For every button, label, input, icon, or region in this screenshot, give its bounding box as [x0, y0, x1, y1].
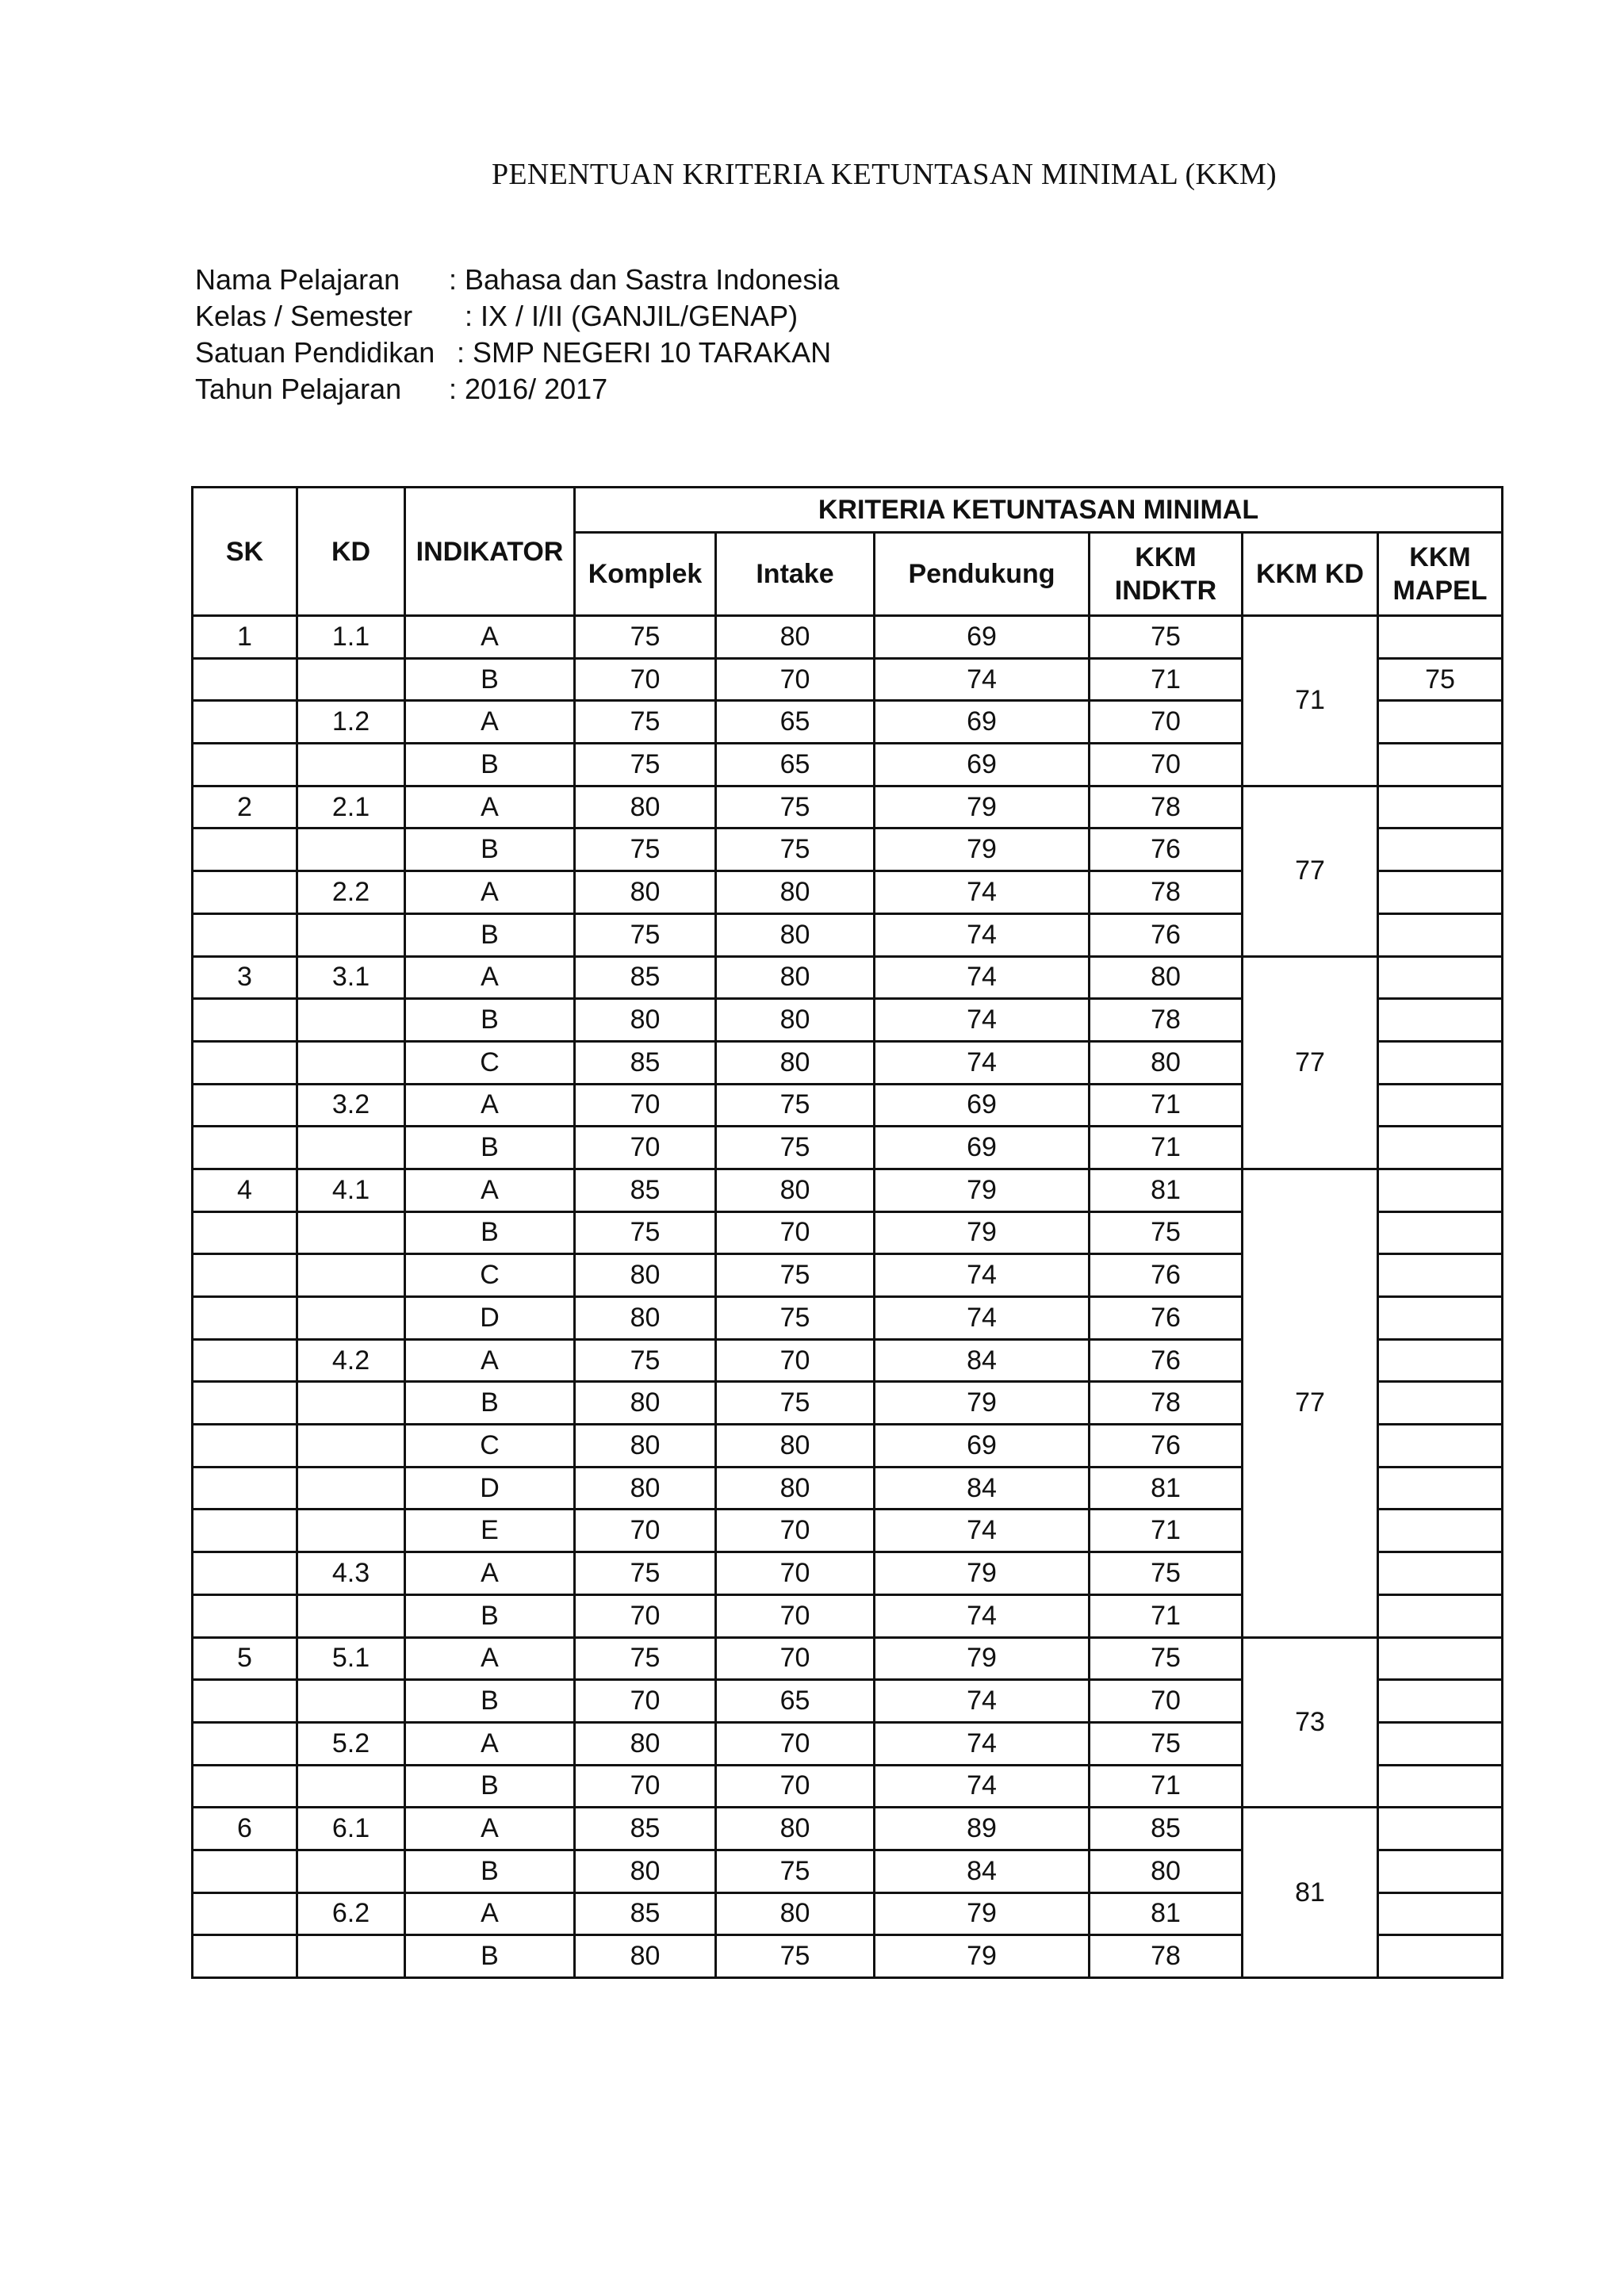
- cell-komplek: 70: [575, 658, 716, 701]
- cell-intake: 75: [716, 1297, 875, 1340]
- cell-kkm-indktr: 70: [1090, 701, 1243, 744]
- cell-kkm-indktr: 78: [1090, 786, 1243, 828]
- info-row-satuan-pendidikan: [195, 335, 839, 371]
- cell-kd: [297, 828, 405, 871]
- cell-komplek: 75: [575, 1339, 716, 1382]
- cell-pendukung: 74: [875, 1254, 1090, 1297]
- cell-sk: 2: [193, 786, 297, 828]
- cell-intake: 65: [716, 1680, 875, 1723]
- cell-pendukung: 74: [875, 956, 1090, 999]
- cell-kkm-indktr: 75: [1090, 616, 1243, 659]
- cell-intake: 75: [716, 1084, 875, 1127]
- cell-kkm-kd: 71: [1243, 616, 1378, 786]
- cell-kkm-indktr: 78: [1090, 999, 1243, 1042]
- cell-sk: [193, 871, 297, 914]
- cell-intake: 70: [716, 1722, 875, 1765]
- header-kriteria-group: KRITERIA KETUNTASAN MINIMAL: [575, 488, 1503, 533]
- cell-sk: [193, 1339, 297, 1382]
- cell-kkm-indktr: 71: [1090, 1594, 1243, 1637]
- cell-komplek: 85: [575, 956, 716, 999]
- header-row-1: [193, 488, 1503, 533]
- header-kkm-kd: KKM KD: [1243, 533, 1378, 616]
- cell-intake: 75: [716, 828, 875, 871]
- cell-kd: [297, 1850, 405, 1892]
- page-title: PENENTUAN KRITERIA KETUNTASAN MINIMAL (KKM): [491, 158, 1277, 191]
- header-indikator: INDIKATOR: [405, 488, 575, 616]
- cell-kkm-indktr: 71: [1090, 658, 1243, 701]
- cell-kkm-mapel: [1378, 1808, 1503, 1850]
- cell-kkm-mapel: [1378, 1594, 1503, 1637]
- cell-intake: 65: [716, 701, 875, 744]
- cell-kkm-mapel: [1378, 1425, 1503, 1468]
- cell-pendukung: 79: [875, 786, 1090, 828]
- cell-pendukung: 69: [875, 1127, 1090, 1169]
- table-row: [193, 1808, 1503, 1850]
- info-label: Kelas / Semester: [195, 300, 413, 332]
- cell-komplek: 80: [575, 999, 716, 1042]
- cell-intake: 75: [716, 1850, 875, 1892]
- cell-sk: [193, 1594, 297, 1637]
- cell-pendukung: 79: [875, 1892, 1090, 1935]
- cell-sk: [193, 701, 297, 744]
- cell-kkm-mapel: [1378, 786, 1503, 828]
- kkm-table-body: [193, 616, 1503, 1978]
- cell-indikator: B: [405, 1594, 575, 1637]
- cell-kkm-kd: 77: [1243, 786, 1378, 956]
- cell-kd: [297, 1765, 405, 1808]
- cell-komplek: 80: [575, 1467, 716, 1510]
- cell-intake: 75: [716, 1382, 875, 1425]
- cell-pendukung: 74: [875, 1297, 1090, 1340]
- cell-intake: 70: [716, 1765, 875, 1808]
- cell-intake: 70: [716, 1637, 875, 1680]
- cell-sk: [193, 999, 297, 1042]
- cell-pendukung: 79: [875, 828, 1090, 871]
- cell-komplek: 85: [575, 1892, 716, 1935]
- cell-kkm-indktr: 70: [1090, 744, 1243, 786]
- cell-indikator: C: [405, 1254, 575, 1297]
- cell-komplek: 70: [575, 1510, 716, 1552]
- cell-kkm-mapel: [1378, 1084, 1503, 1127]
- cell-kkm-indktr: 71: [1090, 1510, 1243, 1552]
- cell-sk: [193, 658, 297, 701]
- cell-pendukung: 69: [875, 744, 1090, 786]
- cell-kd: 6.2: [297, 1892, 405, 1935]
- info-row-kelas-semester: [195, 298, 839, 335]
- cell-komplek: 70: [575, 1594, 716, 1637]
- cell-indikator: B: [405, 1382, 575, 1425]
- cell-sk: [193, 1127, 297, 1169]
- cell-kkm-indktr: 78: [1090, 1935, 1243, 1978]
- cell-kd: [297, 1254, 405, 1297]
- cell-indikator: A: [405, 1552, 575, 1595]
- cell-kkm-mapel: [1378, 744, 1503, 786]
- cell-kkm-indktr: 75: [1090, 1552, 1243, 1595]
- cell-komplek: 75: [575, 1637, 716, 1680]
- cell-kd: [297, 744, 405, 786]
- cell-kkm-indktr: 76: [1090, 1339, 1243, 1382]
- cell-indikator: A: [405, 1339, 575, 1382]
- cell-kkm-mapel: [1378, 1637, 1503, 1680]
- cell-indikator: A: [405, 616, 575, 659]
- header-sk: SK: [193, 488, 297, 616]
- cell-indikator: B: [405, 828, 575, 871]
- cell-sk: 6: [193, 1808, 297, 1850]
- cell-intake: 75: [716, 1254, 875, 1297]
- cell-kd: 6.1: [297, 1808, 405, 1850]
- cell-kd: 2.1: [297, 786, 405, 828]
- cell-pendukung: 74: [875, 1041, 1090, 1084]
- cell-sk: 4: [193, 1169, 297, 1211]
- cell-kd: [297, 999, 405, 1042]
- cell-indikator: C: [405, 1425, 575, 1468]
- header-kkm-indktr-line2: INDKTR: [1114, 576, 1217, 606]
- cell-kkm-mapel: [1378, 616, 1503, 659]
- cell-kkm-mapel: [1378, 701, 1503, 744]
- info-value: : 2016/ 2017: [449, 373, 608, 405]
- cell-komplek: 80: [575, 1935, 716, 1978]
- header-kkm-mapel-line1: KKM: [1409, 542, 1471, 572]
- cell-kkm-kd: 77: [1243, 956, 1378, 1169]
- cell-sk: [193, 1467, 297, 1510]
- cell-kkm-mapel: [1378, 1041, 1503, 1084]
- cell-indikator: A: [405, 786, 575, 828]
- cell-komplek: 80: [575, 871, 716, 914]
- cell-pendukung: 79: [875, 1382, 1090, 1425]
- cell-sk: 3: [193, 956, 297, 999]
- cell-intake: 70: [716, 1552, 875, 1595]
- cell-kkm-indktr: 71: [1090, 1765, 1243, 1808]
- cell-indikator: B: [405, 744, 575, 786]
- cell-kd: 4.1: [297, 1169, 405, 1211]
- cell-sk: [193, 1552, 297, 1595]
- cell-sk: [193, 1765, 297, 1808]
- cell-kd: 4.2: [297, 1339, 405, 1382]
- cell-kkm-mapel: [1378, 1510, 1503, 1552]
- header-kd: KD: [297, 488, 405, 616]
- cell-intake: 70: [716, 658, 875, 701]
- cell-pendukung: 84: [875, 1467, 1090, 1510]
- cell-kd: [297, 1680, 405, 1723]
- cell-kkm-indktr: 71: [1090, 1084, 1243, 1127]
- cell-sk: [193, 1425, 297, 1468]
- cell-kd: 1.2: [297, 701, 405, 744]
- cell-kkm-indktr: 80: [1090, 956, 1243, 999]
- cell-komplek: 80: [575, 786, 716, 828]
- cell-kd: 2.2: [297, 871, 405, 914]
- table-row: [193, 786, 1503, 828]
- cell-intake: 75: [716, 786, 875, 828]
- header-kkm-mapel: [1378, 533, 1503, 616]
- cell-kkm-indktr: 80: [1090, 1041, 1243, 1084]
- cell-indikator: A: [405, 701, 575, 744]
- cell-komplek: 85: [575, 1169, 716, 1211]
- cell-kkm-indktr: 85: [1090, 1808, 1243, 1850]
- cell-pendukung: 89: [875, 1808, 1090, 1850]
- cell-sk: 1: [193, 616, 297, 659]
- cell-komplek: 80: [575, 1850, 716, 1892]
- cell-kkm-mapel: [1378, 828, 1503, 871]
- cell-kkm-mapel: [1378, 1850, 1503, 1892]
- kkm-table: [191, 486, 1503, 1979]
- cell-kd: 3.1: [297, 956, 405, 999]
- cell-kkm-kd: 73: [1243, 1637, 1378, 1808]
- cell-komplek: 75: [575, 701, 716, 744]
- cell-sk: [193, 1041, 297, 1084]
- cell-kd: 5.2: [297, 1722, 405, 1765]
- table-row: [193, 956, 1503, 999]
- cell-kkm-indktr: 81: [1090, 1169, 1243, 1211]
- header-kkm-indktr: [1090, 533, 1243, 616]
- cell-intake: 80: [716, 956, 875, 999]
- cell-indikator: A: [405, 1892, 575, 1935]
- cell-kd: 3.2: [297, 1084, 405, 1127]
- cell-sk: [193, 1722, 297, 1765]
- cell-kd: [297, 658, 405, 701]
- cell-komplek: 75: [575, 1211, 716, 1254]
- cell-intake: 80: [716, 913, 875, 956]
- cell-komplek: 70: [575, 1127, 716, 1169]
- cell-sk: [193, 828, 297, 871]
- cell-indikator: A: [405, 1169, 575, 1211]
- cell-pendukung: 74: [875, 1722, 1090, 1765]
- cell-intake: 70: [716, 1594, 875, 1637]
- cell-kkm-indktr: 75: [1090, 1637, 1243, 1680]
- cell-sk: [193, 1680, 297, 1723]
- cell-sk: [193, 1935, 297, 1978]
- cell-indikator: B: [405, 1680, 575, 1723]
- cell-kkm-indktr: 76: [1090, 1254, 1243, 1297]
- cell-kkm-mapel: [1378, 1467, 1503, 1510]
- cell-intake: 75: [716, 1935, 875, 1978]
- cell-pendukung: 74: [875, 913, 1090, 956]
- cell-kkm-indktr: 81: [1090, 1467, 1243, 1510]
- header-intake: Intake: [716, 533, 875, 616]
- header-kkm-indktr-line1: KKM: [1135, 542, 1197, 572]
- header-komplek: Komplek: [575, 533, 716, 616]
- cell-indikator: B: [405, 1127, 575, 1169]
- cell-kd: [297, 913, 405, 956]
- cell-komplek: 75: [575, 913, 716, 956]
- cell-indikator: B: [405, 999, 575, 1042]
- cell-komplek: 70: [575, 1680, 716, 1723]
- cell-pendukung: 69: [875, 616, 1090, 659]
- cell-kkm-indktr: 78: [1090, 1382, 1243, 1425]
- header-pendukung: Pendukung: [875, 533, 1090, 616]
- cell-indikator: B: [405, 658, 575, 701]
- cell-kd: [297, 1594, 405, 1637]
- cell-indikator: D: [405, 1297, 575, 1340]
- cell-intake: 65: [716, 744, 875, 786]
- cell-kkm-mapel: [1378, 1722, 1503, 1765]
- cell-indikator: B: [405, 913, 575, 956]
- info-value: : SMP NEGERI 10 TARAKAN: [449, 336, 832, 369]
- cell-kd: [297, 1297, 405, 1340]
- cell-kkm-indktr: 81: [1090, 1892, 1243, 1935]
- info-row-nama-pelajaran: [195, 262, 839, 298]
- info-label: Tahun Pelajaran: [195, 373, 402, 405]
- cell-kd: 5.1: [297, 1637, 405, 1680]
- table-row: [193, 1637, 1503, 1680]
- cell-komplek: 80: [575, 1297, 716, 1340]
- cell-komplek: 75: [575, 1552, 716, 1595]
- cell-kd: [297, 1127, 405, 1169]
- cell-kkm-mapel: [1378, 1892, 1503, 1935]
- cell-sk: [193, 1084, 297, 1127]
- cell-kkm-indktr: 70: [1090, 1680, 1243, 1723]
- cell-sk: [193, 1211, 297, 1254]
- cell-intake: 80: [716, 1892, 875, 1935]
- cell-kkm-mapel: [1378, 1254, 1503, 1297]
- cell-intake: 80: [716, 1425, 875, 1468]
- cell-komplek: 75: [575, 828, 716, 871]
- cell-indikator: A: [405, 956, 575, 999]
- cell-kkm-mapel: [1378, 1552, 1503, 1595]
- cell-kd: [297, 1425, 405, 1468]
- cell-indikator: D: [405, 1467, 575, 1510]
- cell-kkm-indktr: 71: [1090, 1127, 1243, 1169]
- info-block: [195, 262, 839, 408]
- cell-kkm-indktr: 76: [1090, 913, 1243, 956]
- cell-kkm-mapel: [1378, 1935, 1503, 1978]
- cell-sk: [193, 913, 297, 956]
- cell-komplek: 70: [575, 1084, 716, 1127]
- cell-kkm-indktr: 76: [1090, 1425, 1243, 1468]
- cell-pendukung: 79: [875, 1169, 1090, 1211]
- cell-komplek: 80: [575, 1722, 716, 1765]
- cell-sk: [193, 1382, 297, 1425]
- cell-intake: 80: [716, 999, 875, 1042]
- cell-kkm-indktr: 75: [1090, 1211, 1243, 1254]
- cell-pendukung: 84: [875, 1339, 1090, 1382]
- cell-indikator: E: [405, 1510, 575, 1552]
- cell-pendukung: 74: [875, 658, 1090, 701]
- cell-kkm-mapel: [1378, 1382, 1503, 1425]
- cell-kd: 4.3: [297, 1552, 405, 1595]
- cell-indikator: A: [405, 1084, 575, 1127]
- cell-sk: [193, 1892, 297, 1935]
- cell-komplek: 75: [575, 744, 716, 786]
- cell-indikator: A: [405, 1637, 575, 1680]
- cell-sk: 5: [193, 1637, 297, 1680]
- info-value: : Bahasa dan Sastra Indonesia: [449, 263, 840, 296]
- cell-kkm-mapel: [1378, 999, 1503, 1042]
- cell-intake: 80: [716, 871, 875, 914]
- cell-kd: [297, 1041, 405, 1084]
- cell-komplek: 80: [575, 1254, 716, 1297]
- cell-pendukung: 74: [875, 999, 1090, 1042]
- cell-kd: [297, 1935, 405, 1978]
- cell-pendukung: 74: [875, 1594, 1090, 1637]
- cell-pendukung: 74: [875, 1680, 1090, 1723]
- cell-sk: [193, 1850, 297, 1892]
- cell-intake: 80: [716, 1041, 875, 1084]
- cell-komplek: 70: [575, 1765, 716, 1808]
- cell-kkm-kd: 77: [1243, 1169, 1378, 1637]
- cell-komplek: 85: [575, 1808, 716, 1850]
- info-label: Nama Pelajaran: [195, 263, 400, 296]
- cell-sk: [193, 1510, 297, 1552]
- cell-indikator: A: [405, 1808, 575, 1850]
- table-row: [193, 1169, 1503, 1211]
- cell-kkm-indktr: 78: [1090, 871, 1243, 914]
- cell-kkm-indktr: 76: [1090, 828, 1243, 871]
- cell-sk: [193, 744, 297, 786]
- cell-kkm-mapel: [1378, 956, 1503, 999]
- cell-kkm-mapel: [1378, 1211, 1503, 1254]
- cell-intake: 70: [716, 1211, 875, 1254]
- cell-sk: [193, 1297, 297, 1340]
- cell-intake: 75: [716, 1127, 875, 1169]
- cell-kkm-indktr: 75: [1090, 1722, 1243, 1765]
- cell-pendukung: 79: [875, 1637, 1090, 1680]
- cell-pendukung: 69: [875, 1425, 1090, 1468]
- cell-indikator: C: [405, 1041, 575, 1084]
- cell-pendukung: 79: [875, 1211, 1090, 1254]
- cell-intake: 80: [716, 1808, 875, 1850]
- cell-indikator: A: [405, 871, 575, 914]
- cell-kkm-mapel: [1378, 1297, 1503, 1340]
- header-kkm-mapel-line2: MAPEL: [1392, 576, 1488, 606]
- cell-kkm-mapel: [1378, 871, 1503, 914]
- cell-pendukung: 69: [875, 1084, 1090, 1127]
- cell-pendukung: 79: [875, 1935, 1090, 1978]
- cell-kkm-mapel: [1378, 913, 1503, 956]
- cell-kd: [297, 1510, 405, 1552]
- cell-intake: 70: [716, 1339, 875, 1382]
- cell-kkm-mapel: [1378, 1169, 1503, 1211]
- cell-indikator: B: [405, 1850, 575, 1892]
- cell-pendukung: 69: [875, 701, 1090, 744]
- info-value: : IX / I/II (GANJIL/GENAP): [449, 300, 799, 332]
- cell-intake: 80: [716, 1169, 875, 1211]
- cell-intake: 80: [716, 616, 875, 659]
- cell-kd: 1.1: [297, 616, 405, 659]
- cell-pendukung: 74: [875, 871, 1090, 914]
- cell-pendukung: 84: [875, 1850, 1090, 1892]
- cell-komplek: 75: [575, 616, 716, 659]
- cell-pendukung: 74: [875, 1510, 1090, 1552]
- cell-kkm-mapel: [1378, 1765, 1503, 1808]
- cell-indikator: B: [405, 1935, 575, 1978]
- cell-pendukung: 79: [875, 1552, 1090, 1595]
- cell-komplek: 80: [575, 1382, 716, 1425]
- cell-kd: [297, 1467, 405, 1510]
- info-label: Satuan Pendidikan: [195, 336, 435, 369]
- cell-kd: [297, 1382, 405, 1425]
- cell-kkm-mapel: [1378, 1127, 1503, 1169]
- cell-kkm-indktr: 76: [1090, 1297, 1243, 1340]
- cell-kkm-mapel: [1378, 1680, 1503, 1723]
- cell-indikator: A: [405, 1722, 575, 1765]
- cell-komplek: 85: [575, 1041, 716, 1084]
- cell-indikator: B: [405, 1211, 575, 1254]
- cell-indikator: B: [405, 1765, 575, 1808]
- cell-kkm-mapel: [1378, 1339, 1503, 1382]
- cell-kkm-indktr: 80: [1090, 1850, 1243, 1892]
- cell-intake: 70: [716, 1510, 875, 1552]
- cell-sk: [193, 1254, 297, 1297]
- cell-kkm-kd: 81: [1243, 1808, 1378, 1978]
- info-row-tahun-pelajaran: [195, 371, 839, 408]
- cell-pendukung: 74: [875, 1765, 1090, 1808]
- cell-kd: [297, 1211, 405, 1254]
- table-row: [193, 616, 1503, 659]
- cell-komplek: 80: [575, 1425, 716, 1468]
- cell-intake: 80: [716, 1467, 875, 1510]
- cell-kkm-mapel: 75: [1378, 658, 1503, 701]
